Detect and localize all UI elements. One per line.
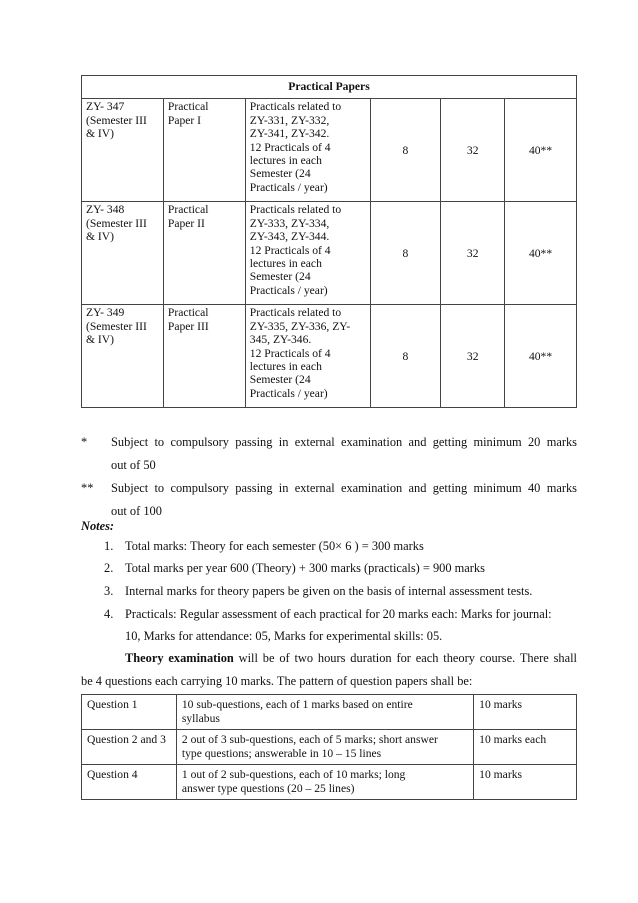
notes-heading: Notes: (81, 519, 115, 533)
value-cell: 32 (441, 202, 505, 305)
theory-exam-paragraph-cont: be 4 questions each carrying 10 marks. The pattern of question papers shall be: (81, 674, 473, 688)
footnote-text: Subject to compulsory passing in external examination and getting minimum 20 marks (111, 435, 577, 449)
paper-description-cell: Practicals related to ZY-335, ZY-336, ZY- 345, ZY-346. 12 Practicals of 4 lectures in each Semester (24 Practicals / year) (245, 305, 370, 408)
value-cell: 8 (370, 202, 441, 305)
value-cell: 40** (505, 99, 577, 202)
table-row (82, 202, 577, 305)
footnote-text-cont: out of 50 (111, 458, 156, 472)
note-item: 3. Internal marks for theory papers be given on the basis of internal assessment tests. (104, 584, 533, 598)
paper-code-cell: ZY- 349 (Semester III & IV) (82, 305, 164, 408)
value-cell: 32 (441, 305, 505, 408)
table-row (82, 765, 577, 800)
footnote-text: Subject to compulsory passing in external examination and getting minimum 40 marks (111, 481, 577, 495)
table-row (82, 730, 577, 765)
question-marks-cell: 10 marks (474, 695, 577, 730)
question-desc-cell: 10 sub-questions, each of 1 marks based on entire syllabus (176, 695, 473, 730)
note-item: 4. Practicals: Regular assessment of each practical for 20 marks each: Marks for journal: (104, 607, 552, 621)
paper-description-cell: Practicals related to ZY-331, ZY-332, ZY-341, ZY-342. 12 Practicals of 4 lectures in each Semester (24 Practicals / year) (245, 99, 370, 202)
question-cell: Question 4 (82, 765, 177, 800)
value-cell: 8 (370, 99, 441, 202)
table-row (82, 99, 577, 202)
value-cell: 32 (441, 99, 505, 202)
value-cell: 40** (505, 202, 577, 305)
question-cell: Question 1 (82, 695, 177, 730)
question-pattern-table (81, 694, 577, 800)
practical-papers-heading: Practical Papers (82, 76, 577, 99)
footnote-mark: * (81, 435, 88, 449)
paper-code-cell: ZY- 347 (Semester III & IV) (82, 99, 164, 202)
theory-exam-paragraph: Theory examination will be of two hours duration for each theory course. There shall (125, 651, 577, 665)
value-cell: 8 (370, 305, 441, 408)
question-marks-cell: 10 marks each (474, 730, 577, 765)
note-item: 2. Total marks per year 600 (Theory) + 300 marks (practicals) = 900 marks (104, 561, 485, 575)
value-cell: 40** (505, 305, 577, 408)
paper-title-cell: Practical Paper I (163, 99, 245, 202)
table-row (82, 305, 577, 408)
footnote-single-star (81, 431, 577, 477)
paper-code-cell: ZY- 348 (Semester III & IV) (82, 202, 164, 305)
table-row (82, 695, 577, 730)
question-desc-cell: 1 out of 2 sub-questions, each of 10 marks; long answer type questions (20 – 25 lines) (176, 765, 473, 800)
paper-title-cell: Practical Paper II (163, 202, 245, 305)
question-desc-cell: 2 out of 3 sub-questions, each of 5 marks; short answer type questions; answerable in 10 – 15 lines (176, 730, 473, 765)
note-item: 1. Total marks: Theory for each semester (50× 6 ) = 300 marks (104, 539, 424, 553)
practical-papers-table (81, 75, 577, 408)
paper-description-cell: Practicals related to ZY-333, ZY-334, ZY-343, ZY-344. 12 Practicals of 4 lectures in each Semester (24 Practicals / year) (245, 202, 370, 305)
question-cell: Question 2 and 3 (82, 730, 177, 765)
footnote-mark: ** (81, 481, 94, 495)
note-item-cont: 10, Marks for attendance: 05, Marks for experimental skills: 05. (125, 629, 443, 643)
question-marks-cell: 10 marks (474, 765, 577, 800)
footnote-double-star (81, 477, 577, 523)
theory-exam-bold: Theory examination (125, 651, 234, 665)
footnote-text-cont: out of 100 (111, 504, 162, 518)
paper-title-cell: Practical Paper III (163, 305, 245, 408)
